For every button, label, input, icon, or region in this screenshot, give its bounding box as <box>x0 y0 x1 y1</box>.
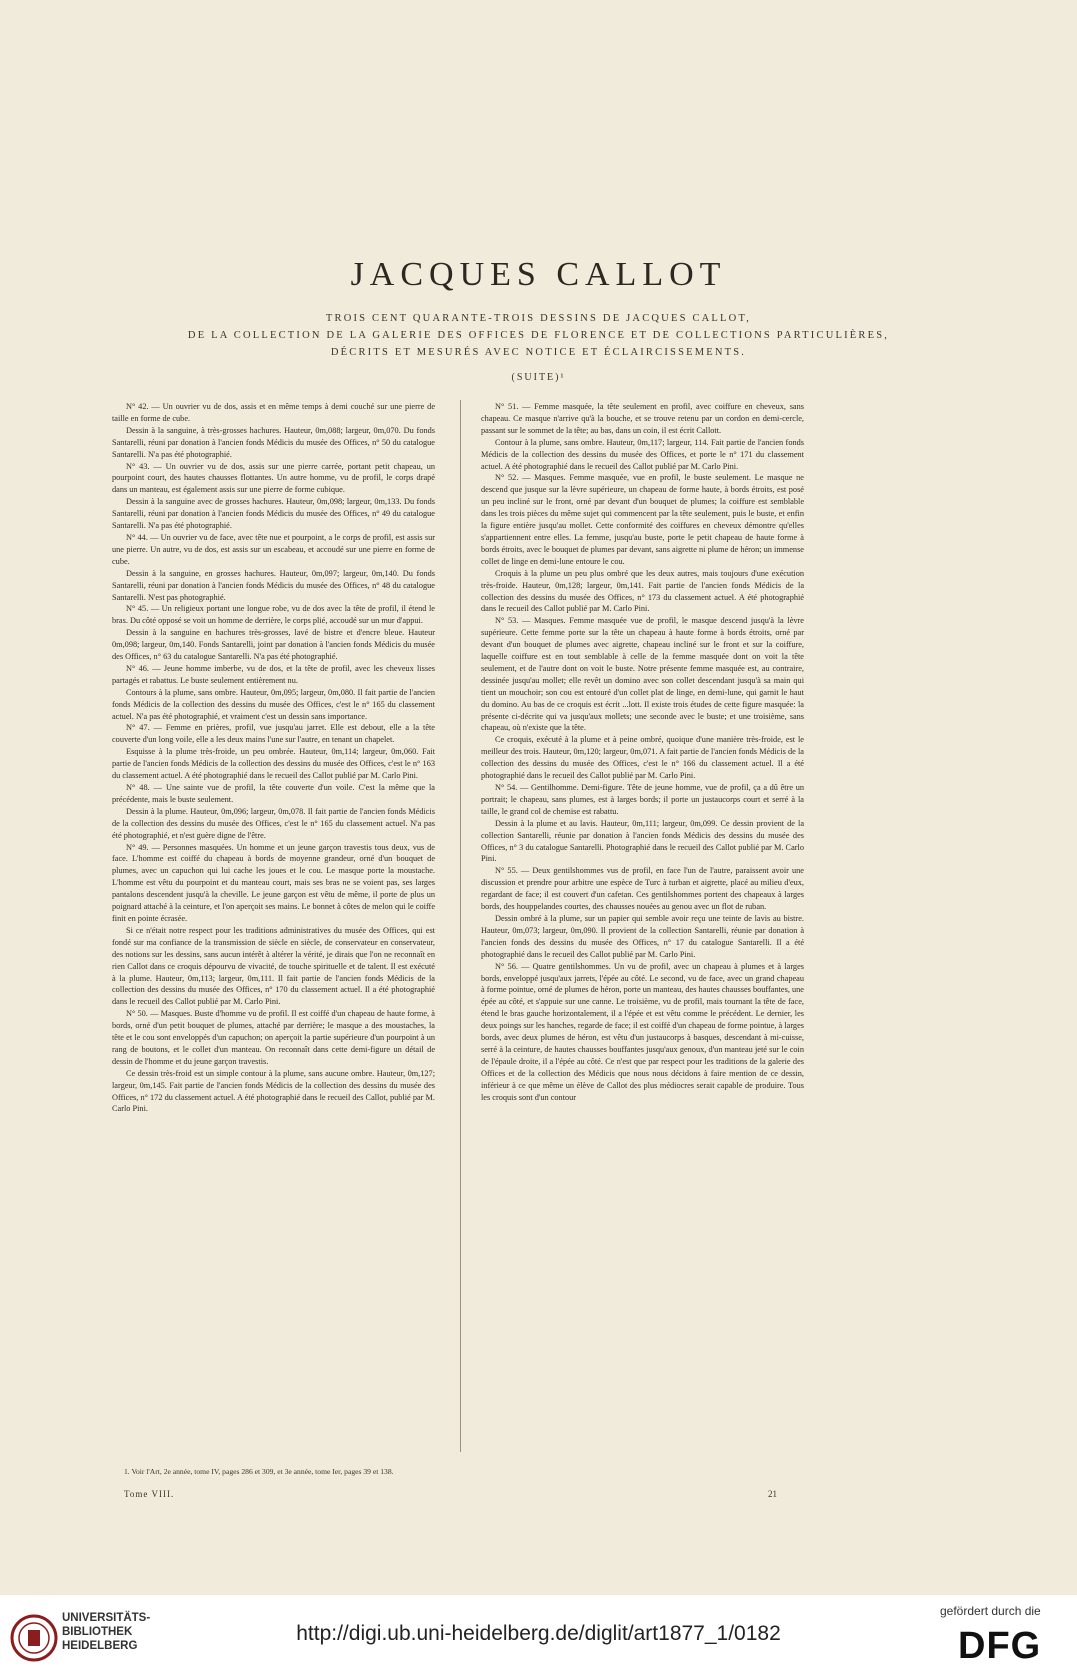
paragraph: N° 42. — Un ouvrier vu de dos, assis et en même temps à demi couché sur une pierre de taille en forme de cube. <box>112 402 435 423</box>
dfg-logo[interactable]: DFG <box>958 1625 1042 1667</box>
subtitle-line-1: TROIS CENT QUARANTE-TROIS DESSINS DE JACQUES CALLOT, <box>325 313 752 324</box>
paragraph: Contours à la plume, sans ombre. Hauteur, 0m,095; largeur, 0m,080. Il fait partie de l'ancien fonds Médicis de la collection des dessins du musée des Offices, c'est le n° 165 du classement actuel. N'a pas été photographié, et vraiment c'est un dessin sans importance. <box>112 687 435 721</box>
permalink-url[interactable]: http://digi.ub.uni-heidelberg.de/diglit/art1877_1/0182 <box>296 1622 781 1645</box>
left-text-column <box>112 401 435 1115</box>
paragraph: Ce croquis, exécuté à la plume et à peine ombré, quoique d'une manière très-froide, est le meilleur des trois. Hauteur, 0m,120; largeur, 0m,071. A fait partie de l'ancien fonds Médicis de la collection des dessins du musée des Offices, c'est le n° 166 du classement actuel. Il a été photographié dans le recueil des Callot publié par M. Carlo Pini. <box>481 735 804 781</box>
university-line-1: UNIVERSITÄTS- <box>62 1612 151 1624</box>
paragraph: Dessin à la sanguine avec de grosses hachures. Hauteur, 0m,098; largeur, 0m,133. Du fonds Santarelli, réuni par donation à l'ancien fonds Médicis du musée des Offices, n° 49 du catalogue Santarelli. N'a pas été photographié. <box>112 497 435 531</box>
paragraph: Dessin ombré à la plume, sur un papier qui semble avoir reçu une teinte de lavis au bistre. Hauteur, 0m,073; largeur, 0m,090. Il provient de la collection Santarelli, réunie par donation à l'ancien fonds des dessins du musée des Offices, n° 17 du catalogue Santarelli. Il a été photographié dans le recueil des Callot publié par M. Carlo Pini. <box>481 913 804 959</box>
paragraph: N° 54. — Gentilhomme. Demi-figure. Tête de jeune homme, vue de profil, ça a dû être un portrait; le chapeau, sans plumes, est à larges bords; il porte un justaucorps court et serré à la taille, le grand col de chemise est rabattu. <box>481 783 804 816</box>
paragraph: Dessin à la sanguine en hachures très-grosses, lavé de bistre et d'encre bleue. Hauteur 0m,098; largeur, 0m,140. Fonds Santarelli, joint par donation à l'ancien fonds Médicis du musée des Offices, n° 63 du catalogue Santarelli. N'a pas été photographié. <box>112 628 435 662</box>
subtitle-line-3: DÉCRITS ET MESURÉS AVEC NOTICE ET ÉCLAIRCISSEMENTS. <box>330 347 747 358</box>
paragraph: Contour à la plume, sans ombre. Hauteur, 0m,117; largeur, 114. Fait partie de l'ancien fonds Médicis de la collection des dessins du musée des Offices, et porte le n° 171 du classement actuel. A été photographié dans le recueil des Callot publié par M. Carlo Pini. <box>481 437 804 471</box>
sponsor-label: gefördert durch die <box>940 1604 1041 1618</box>
paragraph: Dessin à la sanguine, à très-grosses hachures. Hauteur, 0m,088; largeur, 0m,070. Du fonds Santarelli, réuni par donation à l'ancien fonds Médicis du musée des Offices, n° 50 du catalogue Santarelli. N'a pas été photographié. <box>112 425 435 459</box>
paragraph: Si ce n'était notre respect pour les traditions administratives du musée des Offices, qui est fondé sur ma confiance de la transmission de siècle en siècle, de conservateur en conservateur, des notions sur les dessins, sans aucun intérêt à altérer la vérité, je dirais que l'on ne reconnaît en rien Callot dans ce croquis dépourvu de vivacité, de touche spirituelle et de talent. Il est exécuté à la plume. Hauteur, 0m,113; largeur, 0m,111. Il fait partie de l'ancien fonds Médicis de la collection des dessins du musée des Offices, n° 170 du classement actuel. Il a été photographié dans le recueil des Callot publié par M. Carlo Pini. <box>112 925 435 1007</box>
paragraph: N° 45. — Un religieux portant une longue robe, vu de dos avec la tête de profil, il étend le bras. Du côté opposé se voit un homme de derrière, le corps plié, accoudé sur un mur d'appui. <box>112 604 435 626</box>
footnote: 1. Voir l'Art, 2e année, tome IV, pages 286 et 309, et 3e année, tome Ier, pages 39 et 138. <box>124 1467 394 1476</box>
paragraph: N° 44. — Un ouvrier vu de face, avec tête nue et pourpoint, a le corps de profil, est assis sur une pierre. Un autre, vu de dos, est assis sur un escabeau, et accoudé sur une pierre en forme de cube. <box>112 532 435 566</box>
page-number: 21 <box>768 1489 777 1499</box>
paragraph: N° 48. — Une sainte vue de profil, la tête couverte d'un voile. C'est la même que la précédente, mais le buste seulement. <box>112 783 435 804</box>
university-line-3: HEIDELBERG <box>62 1640 138 1652</box>
paragraph: N° 50. — Masques. Buste d'homme vu de profil. Il est coiffé d'un chapeau de haute forme, à bords, orné d'un petit bouquet de plumes, attaché par derrière; le masque a des moustaches, la tête et le cou sont enveloppés d'un capuchon; on aperçoit la partie supérieure d'un pourpoint à un rang de boutons, et le collet d'un manteau. On reconnaît dans cette demi-figure un détail de dessin de l'homme et du jeune garçon travestis. <box>112 1009 435 1066</box>
article-title: JACQUES CALLOT <box>350 256 727 293</box>
paragraph: Esquisse à la plume très-froide, un peu ombrée. Hauteur, 0m,114; largeur, 0m,060. Fait partie de l'ancien fonds Médicis de la collection des dessins du musée des Offices, c'est le n° 163 du classement actuel. A été photographié dans le recueil des Callot publié par M. Carlo Pini. <box>112 747 435 781</box>
subtitle-line-2: DE LA COLLECTION DE LA GALERIE DES OFFICES DE FLORENCE ET DE COLLECTIONS PARTICULIÈRES, <box>187 330 890 341</box>
paragraph: N° 47. — Femme en prières, profil, vue jusqu'au jarret. Elle est debout, elle a la tête couverte d'un long voile, elle a les deux mains l'une sur l'autre, en tenant un chapelet. <box>112 723 435 745</box>
paragraph: Dessin à la plume et au lavis. Hauteur, 0m,111; largeur, 0m,099. Ce dessin provient de la collection Santarelli, réunie par donation à l'ancien fonds Médicis des dessins du musée des Offices, n° 3 du catalogue Santarelli. Photographié dans le recueil des Callot publié par M. Carlo Pini. <box>481 818 804 864</box>
paragraph: N° 53. — Masques. Femme masquée vue de profil, le masque descend jusqu'à la lèvre supérieure. Cette femme porte sur la tête un chapeau à haute forme à bords étroits, orné par devant d'un bouquet de plumes avec aigrette, chapeau incliné sur le front et sur la coiffure, laquelle coiffure est en tout semblable à celle de la femme masquée dont on voit la tête seulement, et de l'autre dont on voit le buste. Notre présente femme masquée est, au contraire, dessinée jusqu'au mollet; elle revêt un domino avec son collet descendant jusqu'à sa main qui tient un mouchoir; son cou est entouré d'un collet plat de linge, en demi-lune, qui garnit le haut du domino. Au bas de ce croquis est écrit ...lott. Il existe trois études de cette figure masquée: la présente ci-décrite qui va jusqu'aux mollets; une seconde avec le buste; et une troisième, sans chapeau, où n'existe que la tête. <box>481 616 804 733</box>
paragraph: Ce dessin très-froid est un simple contour à la plume, sans aucune ombre. Hauteur, 0m,127; largeur, 0m,145. Fait partie de l'ancien fonds Médicis de la collection des dessins du musée des Offices, n° 172 du classement actuel. A été photographié dans le recueil des Callot, publié par M. Carlo Pini. <box>112 1068 435 1114</box>
column-divider <box>460 400 461 1452</box>
paragraph: N° 51. — Femme masquée, la tête seulement en profil, avec coiffure en cheveux, sans chapeau. Ce masque n'arrive qu'à la bouche, et se trouve retenu par un cordon en demi-cercle, passant sur le sommet de la tête; au bas, dans un coin, il est écrit Callott. <box>481 402 804 435</box>
right-text-column <box>481 401 804 1103</box>
paragraph: N° 56. — Quatre gentilshommes. Un vu de profil, avec un chapeau à plumes et à larges bords, enveloppé jusqu'aux jarrets, l'épée au côté. Le second, vu de face, avec un grand chapeau à forme pointue, orné de plumes de héron, porte un manteau, des hautes chausses bouffantes, une épée au côté, et s'appuie sur une canne. Le troisième, vu de profil, mais tournant la tête de face, étend le bras gauche horizontalement, il a l'épée et est vêtu comme le précédent. Le dernier, les deux poings sur les hanches, regarde de face; il est coiffé d'un chapeau de forme pointue, à larges bords, avec deux plumes de héron, est vêtu d'un justaucorps à basques, descendant à mi-cuisse, serré à la ceinture, de hautes chausses bouffantes jusqu'aux genoux, d'un manteau jeté sur le coin de l'épaule droite, il a l'épée au côté. Ce n'est que par respect pour les traditions de la galerie des Offices et de la collection des Médicis que nous nous décidons à faire mention de ce dessin, inférieur à ce que même un élève de Callot des plus médiocres serait capable de produire. Tous les croquis sont d'un contour <box>481 961 804 1102</box>
paragraph: N° 49. — Personnes masquées. Un homme et un jeune garçon travestis tous deux, vus de face. L'homme est coiffé du chapeau à bords de moyenne grandeur, orné d'un bouquet de plumes, avec un capuchon qui lui cache les joues et le cou. Le masque porte la moustache. L'homme est vêtu du pourpoint et du manteau court, mais ses bras ne se voient pas, ses larges pantalons descendent jusqu'à la cheville. Le jeune garçon est vêtu de même, il porte de plus un poignard attaché à la ceinture, et l'on aperçoit ses mains. Le bonnet à côtes de melon qui le coiffe finit en pointe écrasée. <box>112 842 435 923</box>
paragraph: Croquis à la plume un peu plus ombré que les deux autres, mais toujours d'une exécution très-froide. Hauteur, 0m,128; largeur, 0m,141. Fait partie de l'ancien fonds Médicis de la collection des dessins du musée des Offices, n° 173 du classement actuel. A été photographié dans le recueil des Callot publié par M. Carlo Pini. <box>481 568 804 614</box>
university-line-2: BIBLIOTHEK <box>62 1626 133 1638</box>
paragraph: N° 52. — Masques. Femme masquée, vue en profil, le buste seulement. Le masque ne descend que jusque sur la lèvre supérieure, un chapeau de forme haute, à bords étroits, est posé un peu incliné sur le front, orné par devant d'un bouquet de plumes; la coiffure est semblable dans les trois pièces du même sujet qui commencent par la tête seulement, puis le buste, et enfin la figure entière jusqu'au mollet. Cette conformité des coiffures en cheveux démontre qu'elles s'appartiennent entre elles. La femme, jusqu'au buste, porte le petit chapeau de haute forme à bords étroits, avec le bouquet de plumes par devant, sans aigrette ni plume de héron; un immense collet de linge en demi-lune entoure le cou. <box>481 473 804 566</box>
paragraph: Dessin à la plume. Hauteur, 0m,096; largeur, 0m,078. Il fait partie de l'ancien fonds Médicis de la collection des dessins du musée des Offices, c'est le n° 165 du classement actuel. N'a pas été photographié, et n'est guère digne de l'être. <box>112 806 435 840</box>
paragraph: N° 43. — Un ouvrier vu de dos, assis sur une pierre carrée, portant petit chapeau, un pourpoint court, des hautes chausses flottantes. Un autre homme, vu de profil, le corps drapé dans un manteau, est également assis sur une pierre de forme cubique. <box>112 461 435 495</box>
volume-label: Tome VIII. <box>124 1489 175 1499</box>
paragraph: Dessin à la sanguine, en grosses hachures. Hauteur, 0m,097; largeur, 0m,140. Du fonds Santarelli, réuni par donation à l'ancien fonds Médicis du musée des Offices, n° 48 du catalogue Santarelli. N'est pas photographié. <box>112 568 435 602</box>
suite-label: (SUITE)¹ <box>511 372 566 383</box>
paragraph: N° 46. — Jeune homme imberbe, vu de dos, et la tête de profil, avec les cheveux lisses partagés et rabattus. Le buste seulement entièrement nu. <box>112 663 435 685</box>
paragraph: N° 55. — Deux gentilshommes vus de profil, en face l'un de l'autre, paraissent avoir une discussion et prendre pour arbitre une espèce de Turc à turban et aigrette, placé au milieu d'eux, regardant de face; il est couvert d'un cafetan. Ces gentilshommes portent des chapeaux à larges bords, des houppelandes courtes, des chausses nouées au genou avec un flot de ruban. <box>481 866 804 912</box>
